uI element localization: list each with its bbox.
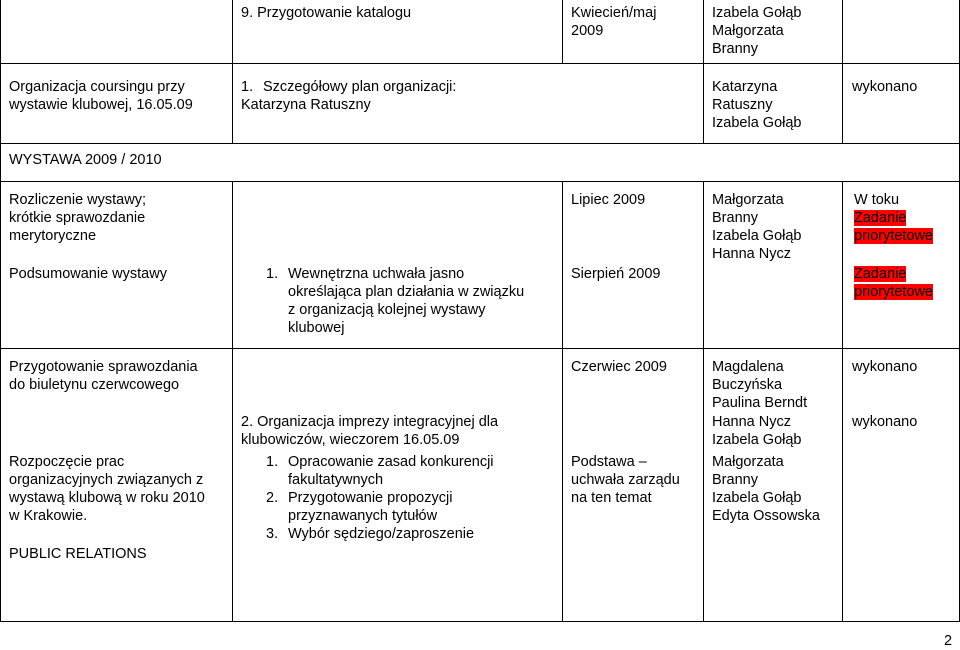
person-name: Izabela Gołąb	[712, 490, 802, 506]
date-line: uchwała zarządu	[571, 472, 680, 488]
area-line: do biuletynu czerwcowego	[9, 377, 180, 393]
person-name: Branny	[712, 472, 758, 488]
task-coursing-line2: Katarzyna Ratuszny	[241, 97, 371, 113]
table-border	[232, 63, 233, 143]
people-event	[712, 413, 801, 449]
section-header: WYSTAWA 2009 / 2010	[9, 152, 162, 168]
person-name: Buczyńska	[712, 377, 783, 393]
task-line: 2. Organizacja imprezy integracyjnej dla	[241, 414, 499, 430]
task-line: Opracowanie zasad konkurencji	[288, 454, 494, 470]
person-name: Hanna Nycz	[712, 246, 791, 262]
area-line: krótkie sprawozdanie	[9, 210, 146, 226]
date-line: na ten temat	[571, 490, 652, 506]
table-border	[0, 348, 960, 349]
status-settlement	[854, 191, 933, 245]
date-settlement: Lipiec 2009	[571, 192, 646, 208]
date-clubshow	[571, 453, 680, 507]
area-line: merytoryczne	[9, 228, 97, 244]
priority-badge: priorytetowe	[854, 284, 933, 300]
people-bulletin	[712, 358, 807, 412]
person-name: Małgorzata	[712, 192, 784, 208]
area-summary: Podsumowanie wystawy	[9, 266, 167, 282]
person-name: Izabela Gołąb	[712, 432, 802, 448]
task-line: Wewnętrzna uchwała jasno	[288, 266, 465, 282]
person-name: Izabela Gołąb	[712, 5, 802, 21]
date-line: Kwiecień/maj	[571, 5, 657, 21]
person-name: Małgorzata	[712, 454, 784, 470]
table-border	[0, 181, 1, 348]
task-line: określająca plan działania w związku	[288, 284, 525, 300]
table-border	[0, 181, 960, 182]
table-border	[0, 63, 960, 64]
list-number: 1.	[241, 79, 254, 95]
task-line: z organizacją kolejnej wystawy	[288, 302, 486, 318]
person-name: Izabela Gołąb	[712, 228, 802, 244]
table-border	[0, 143, 1, 181]
list-number: 1.	[266, 454, 279, 470]
task-line: Przygotowanie propozycji	[288, 490, 453, 506]
table-border	[232, 348, 233, 621]
public-relations-heading: PUBLIC RELATIONS	[9, 546, 147, 562]
area-line: w Krakowie.	[9, 508, 88, 524]
task-line: klubowiczów, wieczorem 16.05.09	[241, 432, 460, 448]
table-border	[232, 181, 233, 348]
table-border	[842, 63, 843, 143]
person-name: Małgorzata	[712, 23, 784, 39]
task-line: Szczegółowy plan organizacji:	[263, 79, 457, 95]
person-name: Branny	[712, 210, 758, 226]
table-border	[0, 143, 960, 144]
area-settlement	[9, 191, 146, 245]
table-border	[0, 0, 1, 63]
date-bulletin: Czerwiec 2009	[571, 359, 667, 375]
task-line: przyznawanych tytułów	[288, 508, 438, 524]
person-name: Branny	[712, 41, 758, 57]
table-border	[562, 348, 563, 621]
area-coursing	[9, 78, 193, 114]
people-clubshow	[712, 453, 820, 525]
table-border	[232, 0, 233, 63]
people-settlement	[712, 191, 801, 263]
task-catalog: 9. Przygotowanie katalogu	[241, 5, 412, 21]
table-border	[0, 621, 960, 622]
people-catalog	[712, 4, 801, 58]
status-summary	[854, 265, 933, 301]
person-name: Edyta Ossowska	[712, 508, 820, 524]
task-event	[241, 413, 498, 449]
table-border	[842, 0, 843, 63]
table-border	[562, 0, 563, 63]
area-line: Organizacja coursingu przy	[9, 79, 185, 95]
table-border	[0, 348, 1, 621]
page-number: 2	[944, 633, 953, 649]
task-line: Wybór sędziego/zaproszenie	[288, 526, 475, 542]
person-name: Ratuszny	[712, 97, 773, 113]
person-name: Magdalena	[712, 359, 784, 375]
status-coursing: wykonano	[852, 79, 918, 95]
area-line: Rozliczenie wystawy;	[9, 192, 146, 208]
person-name: Paulina Berndt	[712, 395, 808, 411]
date-summary: Sierpień 2009	[571, 266, 661, 282]
table-border	[703, 0, 704, 63]
area-bulletin	[9, 358, 198, 394]
date-line: 2009	[571, 23, 604, 39]
area-line: Przygotowanie sprawozdania	[9, 359, 198, 375]
area-line: wystawą klubową w roku 2010	[9, 490, 205, 506]
date-catalog	[571, 4, 656, 40]
table-border	[703, 348, 704, 621]
area-line: wystawie klubowej, 16.05.09	[9, 97, 193, 113]
list-number: 1.	[266, 266, 279, 282]
table-border	[703, 181, 704, 348]
list-number: 2.	[266, 490, 279, 506]
date-line: Podstawa –	[571, 454, 647, 470]
area-line: organizacyjnych związanych z	[9, 472, 204, 488]
person-name: Katarzyna	[712, 79, 778, 95]
area-line: Rozpoczęcie prac	[9, 454, 125, 470]
table-border	[562, 181, 563, 348]
task-line: klubowej	[288, 320, 345, 336]
person-name: Izabela Gołąb	[712, 115, 802, 131]
priority-badge: priorytetowe	[854, 228, 933, 244]
table-border	[842, 348, 843, 621]
status-text: W toku	[854, 192, 900, 208]
status-bulletin: wykonano	[852, 359, 918, 375]
list-number: 3.	[266, 526, 279, 542]
table-border	[703, 63, 704, 143]
person-name: Hanna Nycz	[712, 414, 791, 430]
table-border	[842, 181, 843, 348]
task-line: fakultatywnych	[288, 472, 384, 488]
priority-badge: Zadanie	[854, 266, 907, 282]
area-clubshow	[9, 453, 205, 525]
table-border	[0, 63, 1, 143]
people-coursing	[712, 78, 801, 132]
priority-badge: Zadanie	[854, 210, 907, 226]
status-event: wykonano	[852, 414, 918, 430]
